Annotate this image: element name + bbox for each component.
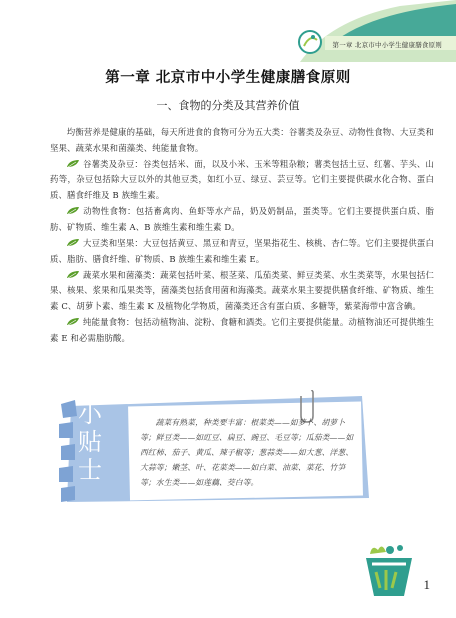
body-text [50,125,434,347]
intro-paragraph: 均衡营养是健康的基础，每天所进食的食物可分为五大类：谷薯类及杂豆、动物性食物、大豆类和坚果、蔬菜水果和菌藻类、纯能量食物。 [50,127,434,153]
leaf-bullet-icon [66,270,80,279]
leaf-bullet-icon [66,317,80,326]
tip-label-char: 士 [78,456,102,484]
tip-label [70,400,110,484]
list-item [50,157,434,204]
running-header: 第一章 北京市中小学生健康膳食原则 [332,41,442,49]
page-number: 1 [423,577,430,592]
list-item-text: 动物性食物：包括畜禽肉、鱼虾等水产品，奶及奶制品，蛋类等。它们主要提供蛋白质、脂肪、矿物质、维生素 A、B 族维生素和维生素 D。 [50,206,434,232]
list-item-text: 大豆类和坚果：大豆包括黄豆、黑豆和青豆，坚果指花生、核桃、杏仁等。它们主要提供蛋白质、脂肪、膳食纤维、矿物质、B 族维生素和维生素 E。 [50,237,434,264]
tip-text: 蔬菜有熟菜，种类要丰富：根菜类——如萝卜、胡萝卜等；鲜豆类——如豇豆、扁豆、豌豆、毛豆等；瓜茄类——如西红柿、茄子、黄瓜、辣子椒等；葱蒜类——如大葱、洋葱、大蒜等；嫩茎、叶、花菜类——如白菜、油菜、菜花、竹笋等；水生类——如莲藕、茭白等。 [140,418,354,487]
list-item [50,315,434,346]
leaf-bullet-icon [66,238,80,247]
list-item [50,268,434,315]
tip-label-char: 小 [78,400,102,428]
header-band [0,0,456,62]
leaf-bullet-icon [66,206,80,215]
leaf-bullet-icon [66,159,80,168]
tip-label-char: 贴 [78,428,102,456]
list-item-text: 蔬菜水果和菌藻类：蔬菜包括叶菜、根茎菜、瓜茄类菜、鲜豆类菜、水生类菜等，水果包括仁果、核果、浆果和瓜果类等，菌藻类包括食用菌和海藻类。蔬菜水果主要提供膳食纤维、矿物质、维生素 C、胡萝卜素、维生素 K 及植物化学物质，菌藻类还含有蛋白质、多糖等，紫菜海带中富含碘。 [50,269,434,311]
list-item-text: 谷薯类及杂豆：谷类包括米、面，以及小米、玉米等粗杂粮；薯类包括土豆、红薯、芋头、山药等，杂豆包括除大豆以外的其他豆类，如红小豆、绿豆、芸豆等。它们主要提供碳水化合物、蛋白质、膳食纤维及 B 族维生素。 [50,158,434,200]
list-item [50,236,434,267]
list-item [50,204,434,235]
chapter-title: 第一章 北京市中小学生健康膳食原则 [105,70,351,86]
fruit-cup-icon [360,540,424,602]
section-title: 一、食物的分类及其营养价值 [156,99,300,112]
list-item-text: 纯能量食物：包括动植物油、淀粉、食糖和酒类。它们主要提供能量。动植物油还可提供维生素 E 和必需脂肪酸。 [50,317,434,343]
